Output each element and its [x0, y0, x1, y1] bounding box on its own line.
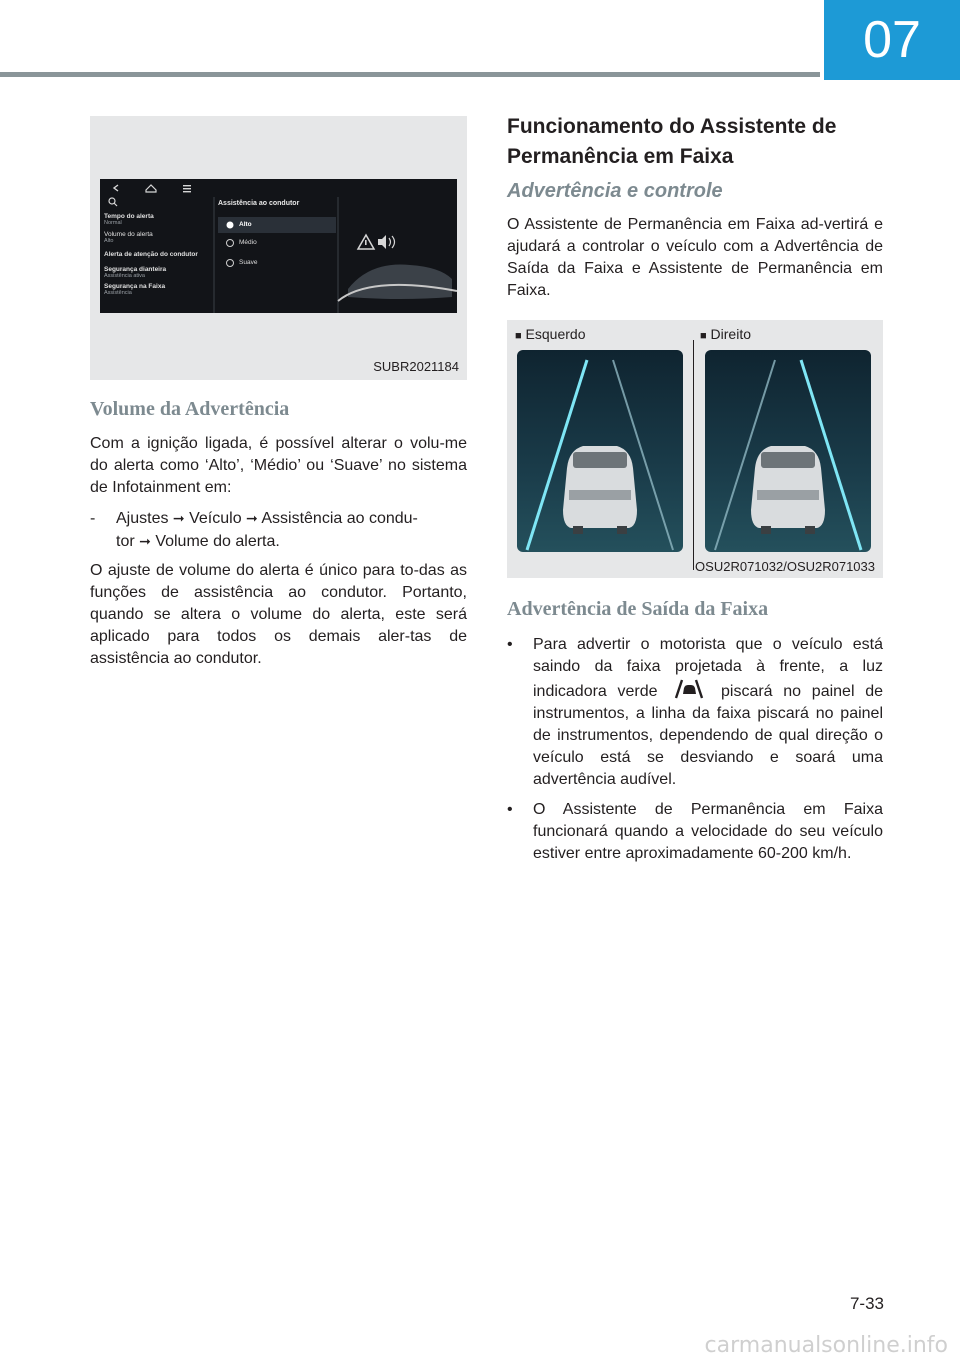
paragraph: O ajuste de volume do alerta é único para to-das as funções de assistência ao condutor. Portanto, quando se altera o volume do alerta, este será aplicado para todos os demais aler-tas de assistência ao condutor. — [90, 562, 467, 667]
subheading: Advertência e controle — [507, 180, 723, 202]
lane-departure-indicator-icon — [672, 678, 706, 700]
screen-topbar-icons — [109, 185, 191, 206]
screen-menu-item: Segurança dianteira — [104, 266, 167, 273]
screen-menu-sub: Alto — [104, 238, 114, 244]
section-heading: Advertência de Saída da Faixa — [507, 598, 769, 620]
screen-menu-sub: Assistência — [104, 290, 132, 296]
chapter-tab — [824, 0, 960, 80]
bullet-text: Para advertir o motorista que o veículo está saindo da faixa projetada à frente, a luz indicadora verde — [533, 636, 883, 700]
screen-menu — [104, 213, 212, 297]
speaker-icon — [378, 235, 386, 249]
label-text: Direito — [710, 326, 752, 342]
bullet-list — [507, 634, 883, 865]
panel-divider — [693, 340, 694, 570]
infotainment-figure — [90, 116, 467, 380]
bullet-icon: • — [507, 801, 513, 818]
lane-panel-right — [705, 350, 871, 552]
path-step: Veículo — [189, 510, 242, 527]
lane-graphic-right — [705, 350, 871, 552]
screen-option: Alto — [239, 221, 252, 228]
section-heading — [507, 112, 883, 172]
path-step: Volume do alerta. — [155, 533, 280, 550]
screen-menu-sub: Assistência ativa — [104, 273, 145, 279]
heading-line: Funcionamento do Assistente de — [507, 115, 837, 138]
figure-code: SUBR2021184 — [373, 359, 459, 374]
lane-panel-left — [517, 350, 683, 552]
screen-menu-item: Segurança na Faixa — [104, 283, 166, 290]
section-heading: Volume da Advertência — [90, 398, 290, 420]
menu-path — [90, 507, 467, 553]
figure-code: OSU2R071032/OSU2R071033 — [695, 559, 875, 574]
screen-menu-item: Tempo do alerta — [104, 213, 154, 220]
label-text: Esquerdo — [525, 326, 586, 342]
arrow-icon: ➞ — [246, 510, 258, 526]
car-image — [348, 265, 452, 300]
heading-line: Permanência em Faixa — [507, 145, 734, 168]
menu-icon — [183, 185, 191, 186]
panel-label-right — [700, 326, 751, 342]
arrow-icon: ➞ — [172, 510, 185, 526]
lane-graphic-left — [517, 350, 683, 552]
path-step: Assistência ao condu- — [261, 510, 418, 527]
path-step: tor — [116, 533, 135, 550]
page-number: 7-33 — [849, 1294, 884, 1313]
chapter-number: 07 — [863, 11, 921, 69]
arrow-icon: ➞ — [139, 533, 151, 549]
path-dash: - — [90, 510, 96, 527]
panel-label-left — [515, 326, 585, 342]
square-bullet-icon: ■ — [515, 330, 522, 342]
header-rule — [0, 72, 820, 77]
bullet-icon: • — [507, 636, 513, 653]
bullet-text: O Assistente de Permanência em Faixa funcionará quando a velocidade do seu veículo estiver entre aproximadamente 60-200 km/h. — [533, 801, 883, 862]
paragraph: O Assistente de Permanência em Faixa ad-vertirá e ajudará a controlar o veículo com a Advertência de Saída da Faixa e Assistente de Permanência em Faixa. — [507, 216, 883, 299]
home-icon — [146, 185, 156, 192]
bullet-text: piscará no painel de instrumentos, a linha da faixa piscará no painel de instrumentos, dependendo de qual direção o veículo está se desviando e soará uma advertência audível. — [533, 683, 884, 788]
screen-menu-item: Alerta de atenção do condutor — [104, 251, 198, 258]
screen-option: Médio — [239, 239, 257, 246]
screen-panel-title: Assistência ao condutor — [218, 200, 300, 207]
infotainment-screen — [100, 179, 457, 313]
paragraph: Com a ignição ligada, é possível alterar o volu-me do alerta como ‘Alto’, ‘Médio’ ou ‘Suave’ no sistema de Infotainment em: — [90, 435, 467, 496]
screen-option: Suave — [239, 259, 258, 266]
list-item — [507, 799, 883, 865]
path-step: Ajustes — [116, 510, 169, 527]
screen-menu-sub: Normal — [104, 220, 122, 226]
list-item — [507, 634, 883, 791]
back-icon — [114, 185, 118, 191]
watermark: carmanualsonline.info — [704, 1333, 948, 1358]
screen-menu-item: Volume do alerta — [104, 231, 153, 238]
square-bullet-icon: ■ — [700, 330, 707, 342]
lane-figure — [507, 320, 883, 578]
